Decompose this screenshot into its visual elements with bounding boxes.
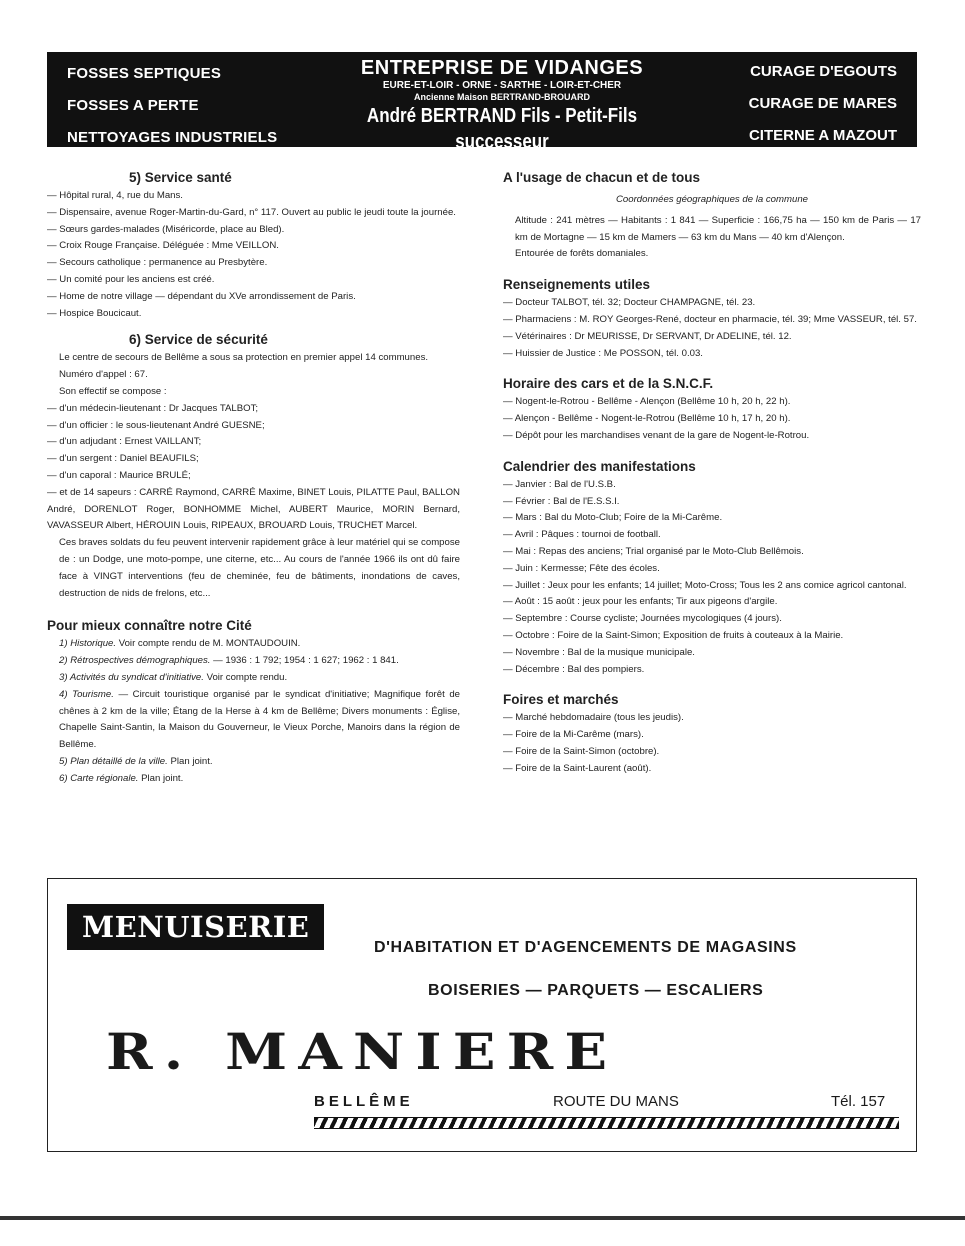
list-item — [47, 771, 460, 788]
list-item: — Foire de la Saint-Laurent (août). — [503, 762, 652, 774]
banner-right-line: CITERNE A MAZOUT — [748, 127, 897, 144]
ad-city: BELLÊME — [314, 1093, 414, 1110]
list-item: — et de 14 sapeurs : CARRÉ Raymond, CARRÉ Maxime, BINET Louis, PILATTE Paul, BALLON André, DORENLOT Roger, BONHOMME Michel, AUBERT Maurice, MORIN Bernard, VAVASSEUR Albert, HÉROUIN Louis, RIPEAUX, BROUARD Louis, TRUCHET Marcel. — [47, 486, 460, 532]
list-item: — Home de notre village — dépendant du XVe arrondissement de Paris. — [47, 290, 356, 302]
renseignements-list — [503, 295, 921, 362]
list-item: — Juillet : Jeux pour les enfants; 14 juillet; Moto-Cross; Tous les 2 ans comice agricol cantonal. — [503, 579, 907, 591]
section-sante — [47, 168, 460, 322]
list-item — [47, 636, 460, 653]
banner-right-line: CURAGE DE MARES — [748, 95, 897, 112]
ad-company-name: R. MANIERE — [106, 1022, 619, 1081]
list-item: — d'un officier : le sous-lieutenant André GUESNE; — [47, 419, 265, 431]
item-text: Voir compte rendu de M. MONTAUDOUIN. — [116, 638, 301, 650]
banner-center — [302, 56, 702, 167]
sante-list — [47, 188, 460, 322]
list-item: — Septembre : Course cycliste; Journées mycologiques (4 jours). — [503, 613, 782, 625]
list-item: — Octobre : Foire de la Saint-Simon; Exposition de fruits à couteaux à la Mairie. — [503, 629, 844, 641]
banner-city: NOGENT-LE-ROTROU — Tél. 1.80 — [379, 155, 625, 166]
list-item: — Janvier : Bal de l'U.S.B. — [503, 478, 616, 490]
section-usage — [503, 168, 921, 263]
section-securite — [47, 330, 460, 602]
list-item: — Hôpital rural, 4, rue du Mans. — [47, 190, 183, 201]
section-heading: Horaire des cars et de la S.N.C.F. — [503, 376, 714, 392]
section-cite — [47, 616, 460, 787]
item-label: 5) Plan détaillé de la ville. — [59, 755, 168, 767]
item-text: — 1936 : 1 792; 1954 : 1 627; 1962 : 1 841. — [210, 655, 399, 667]
banner-left-services — [67, 58, 277, 154]
section-heading: Renseignements utiles — [503, 277, 651, 293]
securite-closing: Ces braves soldats du feu peuvent intervenir rapidement grâce à leur matériel qui se compose de : un Dodge, une moto-pompe, une citerne, etc... Au cours de l'année 1966 ils ont dû faire face à VINGT interventions (feu de cheminée, feu de bâtiments, inondations de caves, destruction de nids de frelons, etc... — [59, 537, 460, 599]
list-item: — Dispensaire, avenue Roger-Martin-du-Gard, n° 117. Ouvert au public le jeudi toute la journée. — [47, 206, 456, 218]
list-item — [47, 670, 460, 687]
section-heading: Pour mieux connaître notre Cité — [47, 618, 252, 634]
banner-owner: André BERTRAND Fils - Petit-Fils successeur — [366, 105, 638, 153]
banner-right-line: CURAGE D'EGOUTS — [750, 63, 897, 80]
list-item: — Huissier de Justice : Me POSSON, tél. 0.03. — [503, 347, 703, 359]
list-item: — Un comité pour les anciens est créé. — [47, 273, 215, 285]
banner-right-services — [749, 56, 897, 152]
list-item: — Secours catholique : permanence au Presbytère. — [47, 257, 268, 269]
list-item: — Sœurs gardes-malades (Miséricorde, place au Bled). — [47, 223, 285, 235]
usage-subheading: Coordonnées géographiques de la commune — [615, 194, 808, 205]
list-item: — Docteur TALBOT, tél. 32; Docteur CHAMPAGNE, tél. 23. — [503, 297, 756, 309]
left-column — [47, 168, 460, 796]
banner-regions: EURE-ET-LOIR - ORNE - SARTHE - LOIR-ET-CHER — [382, 80, 622, 91]
securite-list — [47, 401, 460, 535]
securite-intro: Le centre de secours de Bellême a sous sa protection en premier appel 14 communes. — [59, 352, 429, 364]
list-item: — d'un sergent : Daniel BEAUFILS; — [47, 453, 199, 465]
section-calendrier — [503, 457, 921, 679]
foires-list — [503, 710, 921, 777]
list-item: — Décembre : Bal des pompiers. — [503, 663, 645, 675]
item-text: — Circuit touristique organisé par le syndicat d'initiative; Magnifique forêt de chênes à 2 km de la ville; Étang de la Herse à 4 km de Bellême; Divers monuments : Église, Chapelle Saint-Santin, la Maison du Gouverneur, le Vieux Porche, Manoirs dans la région de Bellême. — [59, 688, 461, 751]
ad-menuiserie-label: MENUISERIE — [67, 904, 324, 950]
horaire-list — [503, 394, 921, 444]
section-renseignements — [503, 275, 921, 362]
list-item: — d'un médecin-lieutenant : Dr Jacques TALBOT; — [47, 402, 259, 414]
list-item: — Croix Rouge Française. Déléguée : Mme VEILLON. — [47, 240, 279, 252]
section-heading: 6) Service de sécurité — [129, 332, 268, 348]
list-item: — Alençon - Bellême - Nogent-le-Rotrou (Bellême 10 h, 17 h, 20 h). — [503, 413, 791, 425]
list-item: — Foire de la Saint-Simon (octobre). — [503, 745, 660, 757]
list-item — [47, 653, 460, 670]
item-text: Plan joint. — [167, 755, 213, 767]
list-item: — Février : Bal de l'E.S.S.I. — [503, 495, 620, 507]
section-heading: A l'usage de chacun et de tous — [503, 170, 701, 185]
item-text: Plan joint. — [138, 772, 184, 784]
item-label: 6) Carte régionale. — [59, 772, 139, 784]
ad-habitation-line: D'HABITATION ET D'AGENCEMENTS DE MAGASINS — [374, 939, 797, 956]
list-item: — Hospice Boucicaut. — [47, 307, 142, 319]
banner-former-house: Ancienne Maison BERTRAND-BROUARD — [413, 92, 590, 102]
menuiserie-advertisement — [47, 878, 917, 1152]
list-item: — Marché hebdomadaire (tous les jeudis). — [503, 712, 684, 724]
list-item — [47, 754, 460, 771]
cite-list — [47, 636, 460, 787]
calendrier-list — [503, 477, 921, 679]
list-item: — Avril : Pâques : tournoi de football. — [503, 529, 661, 541]
ad-route: ROUTE DU MANS — [553, 1093, 679, 1110]
section-foires — [503, 690, 921, 777]
banner-left-line: FOSSES SEPTIQUES — [67, 65, 222, 82]
list-item: — Vétérinaires : Dr MEURISSE, Dr SERVANT, Dr ADELINE, tél. 12. — [503, 330, 792, 342]
list-item: — d'un adjudant : Ernest VAILLANT; — [47, 436, 202, 448]
item-label: 3) Activités du syndicat d'initiative. — [59, 671, 204, 683]
list-item: — Foire de la Mi-Carême (mars). — [503, 729, 644, 741]
list-item — [47, 687, 460, 754]
banner-left-line: FOSSES A PERTE — [67, 97, 199, 114]
ad-telephone: Tél. 157 — [831, 1093, 886, 1110]
securite-effectif: Son effectif se compose : — [59, 385, 167, 397]
list-item: — d'un caporal : Maurice BRULÉ; — [47, 469, 191, 481]
section-heading: Calendrier des manifestations — [503, 458, 696, 474]
item-text: Voir compte rendu. — [203, 671, 288, 683]
securite-numero: Numéro d'appel : 67. — [59, 369, 148, 381]
page-bottom-rule — [0, 1216, 965, 1220]
section-heading: 5) Service santé — [129, 170, 232, 185]
usage-forest: Entourée de forêts domaniales. — [515, 248, 649, 260]
header-advertisement — [47, 52, 917, 166]
list-item: — Pharmaciens : M. ROY Georges-René, docteur en pharmacie, tél. 39; Mme VASSEUR, tél. 57. — [503, 313, 917, 325]
banner-title: ENTREPRISE DE VIDANGES — [360, 57, 644, 79]
item-label: 2) Rétrospectives démographiques. — [59, 655, 211, 667]
item-label: 4) Tourisme. — [59, 688, 114, 700]
list-item: — Dépôt pour les marchandises venant de la gare de Nogent-le-Rotrou. — [503, 429, 810, 441]
list-item: — Nogent-le-Rotrou - Bellême - Alençon (Bellême 10 h, 20 h, 22 h). — [503, 396, 791, 408]
list-item: — Mars : Bal du Moto-Club; Foire de la Mi-Carême. — [503, 512, 723, 524]
right-column — [503, 168, 921, 786]
usage-text: Altitude : 241 mètres — Habitants : 1 841 — Superficie : 166,75 ha — 150 km de Paris — 17 km de Mortagne — 15 km de Mamers — 63 km du Mans — 40 km d'Alençon. — [515, 214, 921, 243]
section-heading: Foires et marchés — [503, 692, 619, 708]
ad-boiseries-line: BOISERIES — PARQUETS — ESCALIERS — [428, 982, 764, 999]
ad-hatched-rule — [314, 1117, 899, 1129]
item-label: 1) Historique. — [59, 638, 117, 650]
section-horaire — [503, 374, 921, 444]
list-item: — Novembre : Bal de la musique municipale. — [503, 646, 695, 658]
list-item: — Juin : Kermesse; Fête des écoles. — [503, 562, 660, 574]
list-item: — Août : 15 août : jeux pour les enfants; Tir aux pigeons d'argile. — [503, 596, 778, 608]
banner-left-line: NETTOYAGES INDUSTRIELS — [67, 129, 278, 146]
list-item: — Mai : Repas des anciens; Trial organisé par le Moto-Club Bellêmois. — [503, 545, 804, 557]
